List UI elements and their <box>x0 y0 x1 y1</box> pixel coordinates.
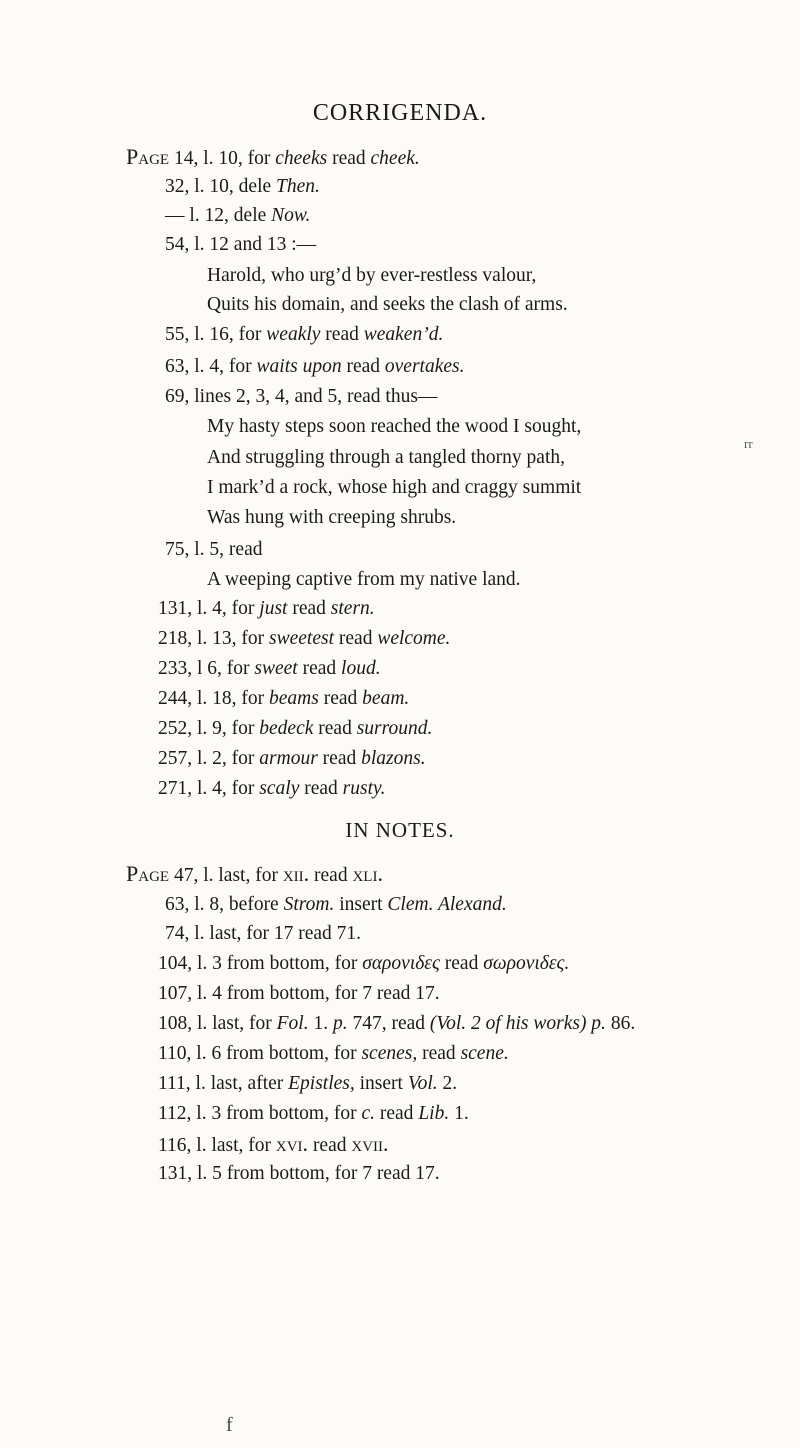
text-run: read <box>375 1103 419 1124</box>
text-run: 112, l. 3 from bottom, for <box>158 1103 362 1124</box>
notes-line <box>158 1012 635 1036</box>
text-run: 63, l. 8, before <box>165 894 284 915</box>
italic-run: beam. <box>362 688 410 709</box>
corrigenda-line <box>165 538 262 562</box>
italic-run: Fol. <box>276 1013 309 1034</box>
text-run: And struggling through a tangled thorny path, <box>207 447 565 468</box>
italic-run: rusty. <box>342 778 386 799</box>
italic-run: scene. <box>460 1043 509 1064</box>
small-caps-run: xli. <box>352 861 383 886</box>
notes-line <box>165 893 507 917</box>
corrigenda-line <box>165 385 437 409</box>
notes-line <box>158 1162 440 1186</box>
small-caps-run: xii. <box>282 861 310 886</box>
text-run: read <box>313 718 357 739</box>
notes-line <box>158 1132 389 1158</box>
italic-run: Clem. Alexand. <box>387 894 507 915</box>
italic-run: Epistles, <box>288 1073 355 1094</box>
text-run: insert <box>354 1073 408 1094</box>
italic-run: overtakes. <box>384 356 465 377</box>
notes-line <box>126 862 383 888</box>
italic-run: stern. <box>330 598 375 619</box>
corrigenda-line <box>158 747 426 771</box>
italic-run: p. <box>332 1013 348 1034</box>
verse-line <box>207 415 581 439</box>
text-run: read <box>320 324 364 345</box>
text-run: 244, l. 18, for <box>158 688 270 709</box>
text-run: read <box>309 865 353 886</box>
text-run: read <box>297 658 342 679</box>
corrigenda-line <box>158 597 375 621</box>
italic-run: loud. <box>341 658 381 679</box>
italic-run: waits upon <box>256 356 342 377</box>
corrigenda-line <box>158 717 432 741</box>
corrigenda-line <box>165 323 443 347</box>
text-run: 86. <box>605 1013 636 1034</box>
italic-run: sweetest <box>269 628 335 649</box>
italic-run: Now. <box>271 205 311 226</box>
text-run: 257, l. 2, for <box>158 748 260 769</box>
text-run: 75, l. 5, read <box>165 539 263 560</box>
text-run: A weeping captive from my native land. <box>207 569 521 590</box>
corrigenda-line <box>158 777 385 801</box>
corrigenda-line <box>158 657 381 681</box>
text-run: 111, l. last, after <box>158 1073 289 1094</box>
text-run: read <box>308 1135 352 1156</box>
text-run: 747, read <box>347 1013 430 1034</box>
text-run: insert <box>334 894 388 915</box>
italic-run: welcome. <box>377 628 451 649</box>
verse-line <box>207 293 568 317</box>
notes-line <box>158 1072 457 1096</box>
text-run: read <box>439 953 484 974</box>
italic-run: surround. <box>356 718 433 739</box>
italic-run: scenes, <box>361 1043 418 1064</box>
small-caps-run: xvii. <box>351 1131 389 1156</box>
italic-run: just <box>259 598 288 619</box>
text-run: 54, l. 12 and 13 :— <box>165 234 317 255</box>
italic-run: blazons. <box>361 748 426 769</box>
text-run: 271, l. 4, for <box>158 778 260 799</box>
corrigenda-line <box>165 175 320 199</box>
text-run: 252, l. 9, for <box>158 718 260 739</box>
bottom-mark: f <box>226 1414 233 1436</box>
text-run: read <box>299 778 343 799</box>
text-run: 69, lines 2, 3, 4, and 5, read thus— <box>165 386 438 407</box>
text-run: read <box>334 628 378 649</box>
verse-line <box>207 506 456 530</box>
italic-run: bedeck <box>259 718 314 739</box>
text-run: 110, l. 6 from bottom, for <box>158 1043 362 1064</box>
notes-line <box>158 952 569 976</box>
corrigenda-heading: CORRIGENDA. <box>312 100 488 126</box>
corrigenda-line <box>165 204 310 228</box>
italic-run: armour <box>259 748 318 769</box>
text-run: My hasty steps soon reached the wood I sought, <box>207 416 582 437</box>
small-caps-run: xvi. <box>275 1131 309 1156</box>
text-run: I mark’d a rock, whose high and craggy summit <box>207 477 582 498</box>
text-run: 63, l. 4, for <box>165 356 257 377</box>
italic-run: Vol. <box>407 1073 438 1094</box>
italic-run: Then. <box>276 176 320 197</box>
text-run: read <box>417 1043 461 1064</box>
text-run: read <box>287 598 331 619</box>
text-run: 233, l 6, for <box>158 658 255 679</box>
corrigenda-line <box>165 355 465 379</box>
text-run: 1. <box>308 1013 333 1034</box>
text-run: 32, l. 10, dele <box>165 176 277 197</box>
corrigenda-line <box>165 233 316 257</box>
corrigenda-line <box>126 145 420 171</box>
text-run: 14, l. 10, for <box>169 148 276 169</box>
text-run: 116, l. last, for <box>158 1135 276 1156</box>
text-run: read <box>327 148 371 169</box>
notes-line <box>158 1042 509 1066</box>
text-run: read <box>317 748 362 769</box>
small-caps-run: Page <box>126 144 170 169</box>
text-run: 131, l. 4, for <box>158 598 260 619</box>
text-run: read <box>318 688 363 709</box>
notes-heading: IN NOTES. <box>345 818 455 842</box>
notes-line <box>158 1102 469 1126</box>
notes-line <box>165 922 361 946</box>
notes-line <box>158 982 440 1006</box>
corrigenda-line <box>158 687 409 711</box>
italic-run: σαρονιδες <box>362 953 440 974</box>
text-run: 107, l. 4 from bottom, for 7 read 17. <box>158 983 440 1004</box>
small-caps-run: Page <box>126 861 170 886</box>
italic-run: Lib. <box>418 1103 450 1124</box>
italic-run: weakly <box>266 324 321 345</box>
text-run: read <box>341 356 385 377</box>
italic-run: cheeks <box>275 148 328 169</box>
text-run: Harold, who urg’d by ever-restless valour, <box>207 265 537 286</box>
text-run: 104, l. 3 from bottom, for <box>158 953 363 974</box>
text-run: 2. <box>437 1073 458 1094</box>
verse-line <box>207 568 521 592</box>
corrigenda-line <box>158 627 450 651</box>
text-run: 1. <box>449 1103 469 1124</box>
text-run: 55, l. 16, for <box>165 324 267 345</box>
text-run: 47, l. last, for <box>169 865 283 886</box>
italic-run: Strom. <box>283 894 335 915</box>
italic-run: σωρονιδες. <box>483 953 570 974</box>
margin-mark: rr <box>744 436 753 451</box>
text-run: 131, l. 5 from bottom, for 7 read 17. <box>158 1163 440 1184</box>
text-run: Was hung with creeping shrubs. <box>207 507 457 528</box>
verse-line <box>207 476 581 500</box>
text-run: 74, l. last, for 17 read 71. <box>165 923 362 944</box>
italic-run: cheek. <box>370 148 420 169</box>
text-run: — l. 12, dele <box>165 205 272 226</box>
verse-line <box>207 264 536 288</box>
verse-line <box>207 446 565 470</box>
italic-run: (Vol. 2 of his works) p. <box>429 1013 606 1034</box>
text-run: Quits his domain, and seeks the clash of arms. <box>207 294 568 315</box>
italic-run: weaken’d. <box>363 324 444 345</box>
text-run: 218, l. 13, for <box>158 628 270 649</box>
italic-run: scaly <box>259 778 300 799</box>
italic-run: c. <box>361 1103 375 1124</box>
italic-run: beams <box>269 688 319 709</box>
text-run: 108, l. last, for <box>158 1013 277 1034</box>
italic-run: sweet <box>254 658 298 679</box>
